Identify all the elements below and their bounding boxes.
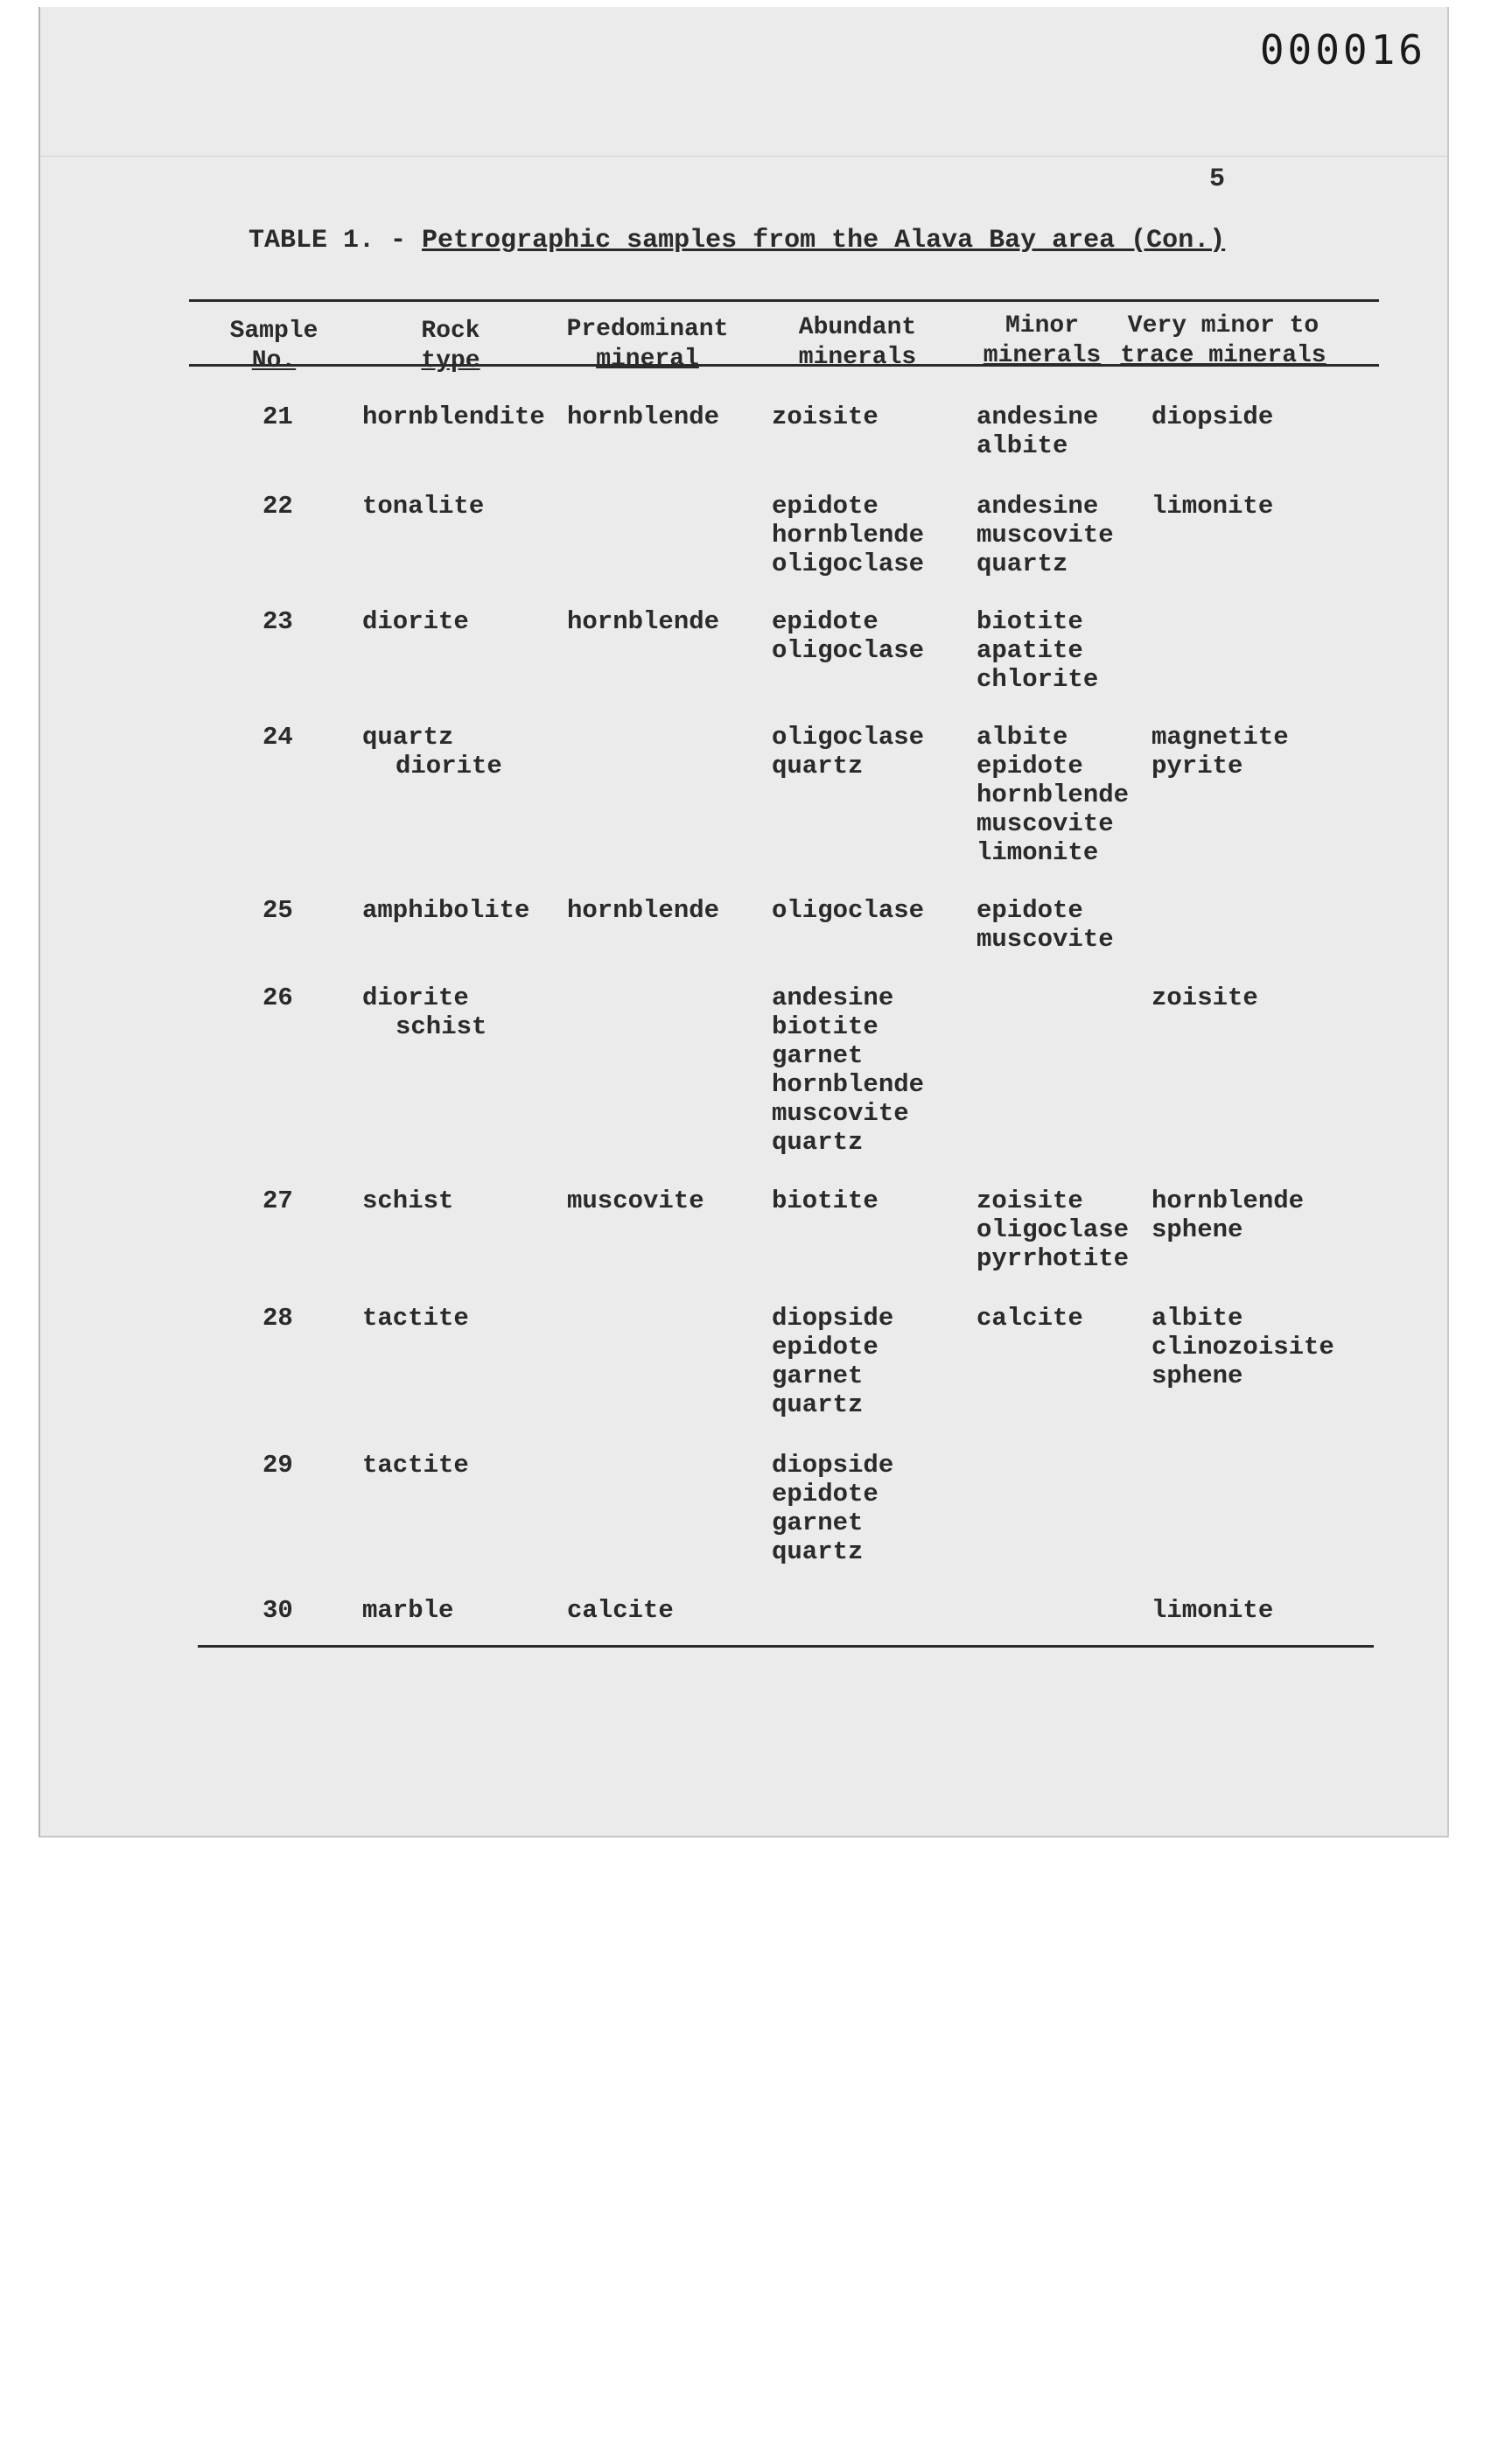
cell-line: oligoclase [772,723,925,752]
cell-line: tonalite [362,492,485,521]
cell-line: hornblende [772,1070,925,1099]
table-title-prefix: TABLE 1. - [248,226,423,256]
column-header [376,317,525,376]
scanned-page [38,7,1449,1838]
cell-line: hornblende [567,607,720,636]
column-header-line: No. [251,347,297,374]
cell-line: albite [1152,1304,1243,1333]
table-bottom-rule [198,1645,1374,1648]
cell-line: diorite [362,984,469,1012]
cell-line: calcite [976,1304,1083,1333]
cell-line: sphene [1152,1215,1243,1244]
table-cell-minor [976,492,1114,578]
cell-line: oligoclase [772,896,925,925]
cell-line: epidote [772,492,878,521]
table-cell-rock [362,1186,453,1215]
table-cell-abundant [772,492,924,578]
table-cell-abundant [772,607,924,665]
table-cell-no [262,723,293,752]
cell-line: 26 [262,984,293,1012]
document-id: 000016 [1259,26,1426,74]
table-cell-trace [1152,1304,1334,1390]
table-cell-no [262,1304,293,1333]
cell-line: oligoclase [976,1215,1130,1244]
column-header-line: minerals [798,344,917,371]
column-header [1110,312,1337,371]
cell-line: 28 [262,1304,293,1333]
column-header-line: minerals [983,342,1102,369]
table-cell-abundant [772,896,924,925]
cell-line: andesine [976,492,1099,521]
cell-line: muscovite [772,1099,909,1128]
table-cell-rock [362,723,502,780]
table-cell-rock [362,607,469,636]
cell-line: magnetite [1152,723,1289,752]
cell-line: albite [976,431,1068,460]
table-cell-minor [976,402,1098,460]
cell-line: quartz [772,752,864,780]
cell-line: diopside [1152,402,1274,431]
cell-line: apatite [976,636,1083,665]
table-cell-minor [976,607,1098,694]
table-cell-no [262,402,293,431]
cell-line: schist [396,1012,487,1041]
cell-line: muscovite [567,1186,704,1215]
table-cell-pred [567,607,719,636]
table-cell-minor [976,896,1114,954]
cell-line: quartz [772,1128,864,1157]
cell-line: chlorite [976,665,1099,694]
cell-line: oligoclase [772,550,925,578]
table-cell-trace [1152,402,1273,431]
table-cell-abundant [772,1304,893,1419]
column-header [976,312,1108,371]
cell-line: diorite [362,607,469,636]
table-cell-abundant [772,984,924,1157]
cell-line: diopside [772,1304,894,1333]
table-cell-rock [362,1451,469,1480]
cell-line: garnet [772,1362,864,1390]
table-cell-trace [1152,1596,1273,1625]
column-header-line: Minor [1004,312,1079,340]
table-cell-trace [1152,492,1273,521]
cell-line: andesine [976,402,1099,431]
cell-line: garnet [772,1041,864,1070]
table-cell-no [262,984,293,1012]
table-cell-no [262,1451,293,1480]
column-header-line: mineral [596,346,699,373]
table-cell-pred [567,1596,674,1625]
cell-line: sphene [1152,1362,1243,1390]
cell-line: epidote [976,896,1083,925]
table-cell-no [262,1596,293,1625]
cell-line: tactite [362,1451,469,1480]
cell-line: hornblendite [362,402,545,431]
cell-line: 30 [262,1596,293,1625]
cell-line: quartz [362,723,454,752]
cell-line: quartz [772,1390,864,1419]
column-header-line: trace minerals [1120,342,1326,369]
cell-line: zoisite [1152,984,1258,1012]
cell-line: biotite [772,1012,878,1041]
column-header [761,313,954,373]
table-title [248,226,1225,256]
column-header-line: Abundant [798,314,917,341]
column-header-line: Very minor to [1127,312,1320,340]
cell-line: diopside [772,1451,894,1480]
table-cell-no [262,607,293,636]
cell-line: 27 [262,1186,293,1215]
table-cell-abundant [772,723,924,780]
table-cell-rock [362,896,529,925]
table-cell-minor [976,1304,1083,1333]
cell-line: garnet [772,1508,864,1537]
cell-line: muscovite [976,521,1114,550]
column-header-line: type [421,347,480,374]
table-cell-pred [567,1186,704,1215]
cell-line: hornblende [772,521,925,550]
column-header-line: Rock [421,318,480,345]
cell-line: epidote [772,1333,878,1362]
table-top-rule [189,299,1379,302]
cell-line: epidote [772,607,878,636]
cell-line: quartz [976,550,1068,578]
cell-line: zoisite [772,402,878,431]
cell-line: muscovite [976,925,1114,954]
cell-line: epidote [772,1480,878,1508]
table-cell-rock [362,1304,469,1333]
table-cell-rock [362,1596,453,1625]
column-header [226,317,322,376]
page-number: 5 [1209,164,1226,194]
cell-line: 23 [262,607,293,636]
cell-line: clinozoisite [1152,1333,1334,1362]
table-cell-abundant [772,1451,893,1566]
column-header-line: Sample [229,318,318,345]
table-cell-trace [1152,984,1258,1012]
column-header [560,315,735,374]
cell-line: hornblende [1152,1186,1305,1215]
table-cell-no [262,896,293,925]
cell-line: muscovite [976,809,1114,838]
cell-line: limonite [1152,492,1274,521]
table-cell-minor [976,723,1129,867]
table-cell-trace [1152,1186,1304,1244]
cell-line: tactite [362,1304,469,1333]
cell-line: 22 [262,492,293,521]
table-cell-rock [362,984,486,1041]
cell-line: 29 [262,1451,293,1480]
cell-line: schist [362,1186,454,1215]
table-cell-rock [362,492,484,521]
table-cell-abundant [772,1186,878,1215]
table-cell-no [262,1186,293,1215]
cell-line: calcite [567,1596,674,1625]
cell-line: oligoclase [772,636,925,665]
table-cell-abundant [772,402,878,431]
cell-line: andesine [772,984,894,1012]
cell-line: biotite [772,1186,878,1215]
cell-line: zoisite [976,1186,1083,1215]
table-cell-rock [362,402,545,431]
cell-line: hornblende [976,780,1130,809]
table-cell-pred [567,402,719,431]
cell-line: diorite [396,752,502,780]
cell-line: hornblende [567,402,720,431]
cell-line: limonite [1152,1596,1274,1625]
cell-line: pyrite [1152,752,1243,780]
cell-line: amphibolite [362,896,530,925]
cell-line: quartz [772,1537,864,1566]
table-cell-pred [567,896,719,925]
cell-line: pyrrhotite [976,1244,1130,1273]
cell-line: 21 [262,402,293,431]
column-header-line: Predominant [566,316,729,343]
table-cell-no [262,492,293,521]
table-title-main: Petrographic samples from the Alava Bay area (Con.) [422,226,1226,256]
cell-line: hornblende [567,896,720,925]
cell-line: albite [976,723,1068,752]
cell-line: limonite [976,838,1099,867]
cell-line: 24 [262,723,293,752]
cell-line: epidote [976,752,1083,780]
cell-line: biotite [976,607,1083,636]
table-cell-trace [1152,723,1289,780]
table-cell-minor [976,1186,1129,1273]
cell-line: marble [362,1596,454,1625]
cell-line: 25 [262,896,293,925]
